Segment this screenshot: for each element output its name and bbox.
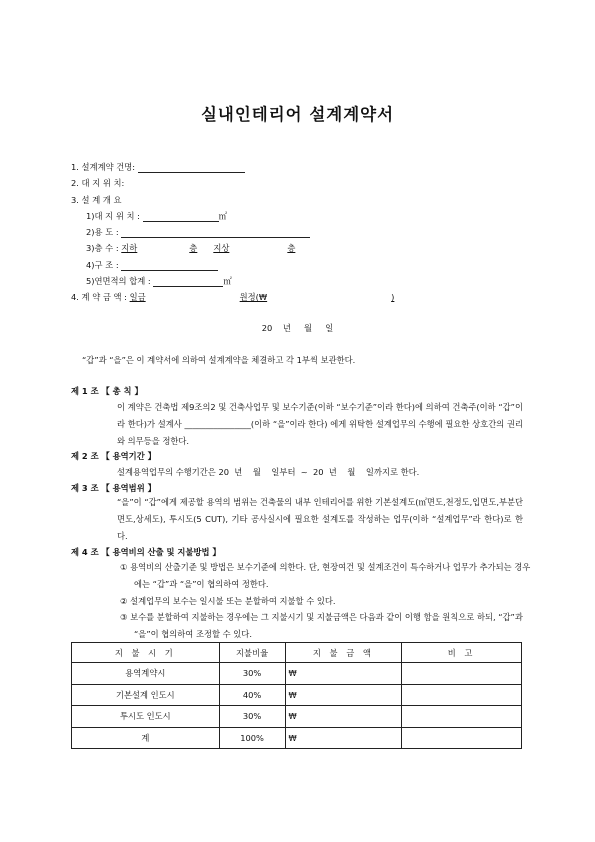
header-remarks: 비 고 — [402, 643, 522, 663]
amount-in-words-prefix: 일금 — [129, 292, 146, 302]
sub-total-floor-area — [86, 275, 232, 287]
sub-structure — [86, 259, 218, 271]
cell-amount[interactable]: ₩ — [285, 727, 402, 749]
contract-date: 20 년 월 일 — [261, 323, 334, 333]
floors-basement: 지하 — [121, 243, 138, 253]
item-site-location: 2. 대 지 위 치: — [71, 178, 125, 188]
document-title: 실내인테리어 설계계약서 — [200, 105, 395, 124]
intro-statement: “갑”과 “을”은 이 계약서에 의하여 설계계약을 체결하고 각 1부씩 보관한다. — [82, 355, 356, 365]
contract-name-field[interactable] — [138, 163, 245, 173]
floors-above: 지상 — [213, 243, 230, 253]
sub-site-unit: ㎡ — [218, 211, 227, 221]
cell-note[interactable] — [402, 706, 522, 728]
cell-rate: 30% — [219, 663, 285, 685]
floors-basement-unit: 층 — [189, 243, 198, 253]
cell-note[interactable] — [402, 684, 522, 706]
item-contract-name-label: 1. 설계계약 건명: — [71, 162, 136, 172]
payment-schedule-table — [71, 642, 522, 749]
table-header-row — [72, 643, 522, 663]
contract-amount-field[interactable] — [130, 292, 395, 302]
sub-usage-label: 2)용 도 : — [86, 227, 119, 237]
article-4-title: 제 4 조 【 용역비의 산출 및 지불방법 】 — [71, 547, 221, 557]
cell-rate: 100% — [219, 727, 285, 749]
header-payment-amount: 지 불 금 액 — [285, 643, 402, 663]
article-1-body: 이 계약은 건축법 제9조의2 및 건축사업무 및 보수기준(이하 “보수기준”이라 한다)에 의하여 건축주(이하 “갑”이라 한다)가 설계사 ________________(이하 “을”이라 한다) 에게 위탁한 설계업무의 수행에 필요한 상호간의 권리와 의무등을 정한다. — [117, 402, 523, 446]
sub-total-unit: ㎡ — [223, 276, 232, 286]
cell-amount[interactable]: ₩ — [285, 663, 402, 685]
article-2-title: 제 2 조 【 용역기간 】 — [71, 451, 156, 461]
sub-floors-label: 3)층 수 : — [86, 243, 119, 253]
table-row — [72, 684, 522, 706]
item-contract-amount — [71, 291, 394, 303]
amount-won-label: 원정(₩ — [239, 292, 268, 302]
table-row-total — [72, 727, 522, 749]
article-4-clause-3: ③ 보수를 분할하여 지불하는 경우에는 그 지불시기 및 지불금액은 다음과 같이 이행 함을 원칙으로 하되, “갑”과 “을”이 협의하여 조정할 수 있다. — [120, 612, 523, 639]
floors-above-unit: 층 — [287, 243, 296, 253]
cell-note[interactable] — [402, 663, 522, 685]
sub-usage — [86, 226, 310, 238]
amount-close-paren: ) — [391, 292, 395, 302]
header-payment-rate: 지불비율 — [219, 643, 285, 663]
item-design-overview: 3. 설 계 개 요 — [71, 195, 122, 205]
sub-floors — [86, 242, 295, 254]
usage-field[interactable] — [121, 228, 310, 238]
item-contract-name — [71, 161, 245, 173]
cell-time: 투시도 인도시 — [72, 706, 220, 728]
sub-site-location — [86, 210, 227, 222]
cell-note[interactable] — [402, 727, 522, 749]
sub-total-floor-area-label: 5)연면적의 합계 : — [86, 276, 151, 286]
cell-time: 계 — [72, 727, 220, 749]
article-3-body: “을”이 “갑”에게 제공할 용역의 범위는 건축물의 내부 인테리어를 위한 기본설계도(㎡면도,천정도,입면도,부분단면도,상세도), 투시도(5 CUT), 기타 공사실시에 필요한 설계도를 작성하는 업무(이하 “설계업무”라 한다)로 한다. — [117, 497, 523, 541]
cell-rate: 40% — [219, 684, 285, 706]
table-row — [72, 706, 522, 728]
cell-time: 기본설계 인도시 — [72, 684, 220, 706]
cell-time: 용역계약시 — [72, 663, 220, 685]
sub-structure-label: 4)구 조 : — [86, 260, 119, 270]
sub-site-location-label: 1)대 지 위 치 : — [86, 211, 140, 221]
article-4-clause-1: ① 용역비의 산출기준 및 방법은 보수기준에 의한다. 단, 현장여건 및 설계조건이 특수하거나 업무가 추가되는 경우에는 “갑”과 “을”이 협의하여 정한다. — [120, 562, 531, 589]
header-payment-time: 지 불 시 기 — [72, 643, 220, 663]
cell-rate: 30% — [219, 706, 285, 728]
article-2-body: 설계용역업무의 수행기간은 20 년 월 일부터 ~ 20 년 월 일까지로 한다. — [117, 467, 420, 477]
structure-field[interactable] — [121, 261, 218, 271]
article-3-title: 제 3 조 【 용역범위 】 — [71, 483, 156, 493]
table-row — [72, 663, 522, 685]
cell-amount[interactable]: ₩ — [285, 706, 402, 728]
floors-field[interactable] — [121, 243, 295, 253]
cell-amount[interactable]: ₩ — [285, 684, 402, 706]
contract-amount-label: 4. 계 약 금 액 : — [71, 292, 127, 302]
site-area-field[interactable] — [143, 212, 219, 222]
article-4-clause-2: ② 설계업무의 보수는 일시불 또는 분할하여 지불할 수 있다. — [120, 596, 336, 606]
total-floor-area-field[interactable] — [153, 277, 223, 287]
article-1-title: 제 1 조 【 총 칙 】 — [71, 386, 143, 396]
